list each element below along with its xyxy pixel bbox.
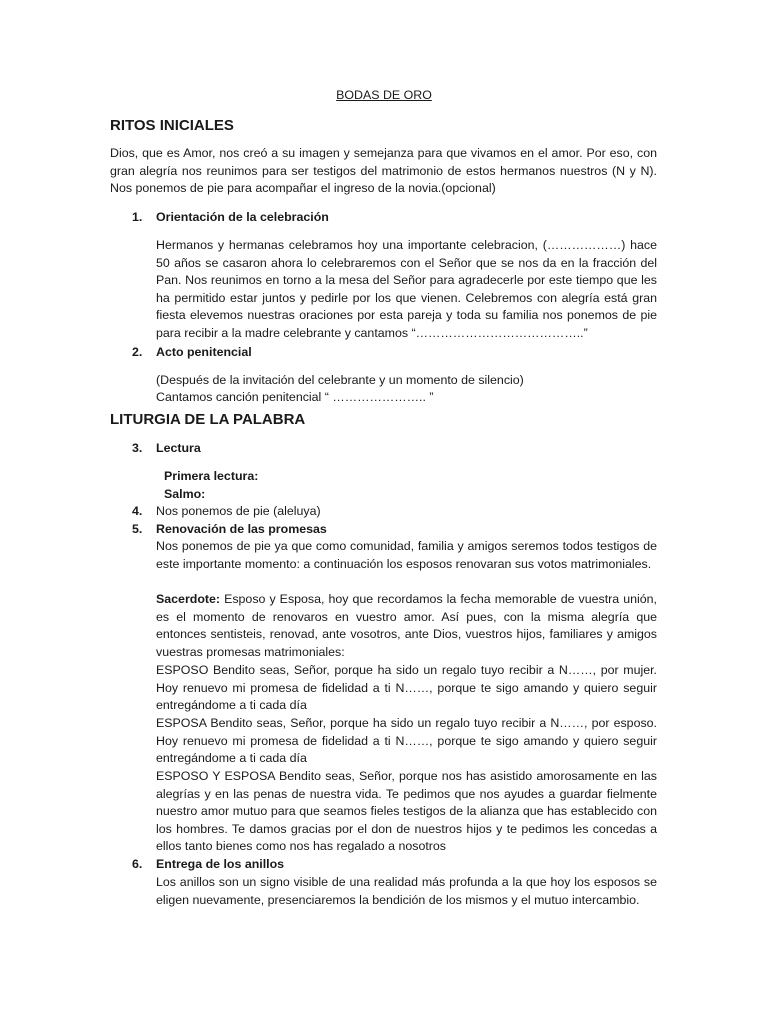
- section-heading-liturgia: LITURGIA DE LA PALABRA: [110, 411, 306, 428]
- renovacion-intro-paragraph: Nos ponemos de pie ya que como comunidad, familia y amigos seremos todos testigos de este importante momento: a continuación los esposos renovaran sus votos matrimoniales.: [156, 539, 657, 571]
- item-number-4: 4.: [132, 504, 143, 518]
- ritos-intro-paragraph: Dios, que es Amor, nos creó a su imagen y semejanza para que vivamos en el amor. Por eso, con gran alegría nos reunimos para ser testigos del matrimonio de estos hermanos nuestros (N y N). Nos ponemos de pie para acompañar el ingreso de la novia.(opcional): [110, 146, 657, 195]
- item-title-orientacion: Orientación de la celebración: [156, 210, 329, 224]
- esposo-vow-paragraph: ESPOSO Bendito seas, Señor, porque ha sido un regalo tuyo recibir a N……, por mujer. Hoy renuevo mi promesa de fidelidad a ti N……, porque te sigo amando y quiero seguir entregándome a ti cada día: [156, 663, 657, 712]
- penitencial-line-1: (Después de la invitación del celebrante y un momento de silencio): [156, 373, 524, 387]
- item-number-1: 1.: [132, 210, 143, 224]
- item-title-renovacion: Renovación de las promesas: [156, 522, 327, 536]
- primera-lectura-label: Primera lectura:: [164, 469, 259, 483]
- aleluya-text: Nos ponemos de pie (aleluya): [156, 504, 321, 518]
- item-number-3: 3.: [132, 441, 143, 455]
- esposo-esposa-paragraph: ESPOSO Y ESPOSA Bendito seas, Señor, porque nos has asistido amorosamente en las alegrías y en las penas de nuestra vida. Te pedimos que nos ayudes a guardar fielmente nuestro amor mutuo para que seamos fieles testigos de la alianza que has establecido con los hombres. Te damos gracias por el don de nuestros hijos y te pedimos les concedas a ellos tanto bienes como nos has regalado a nosotros: [156, 769, 657, 853]
- sacerdote-paragraph: [156, 591, 657, 661]
- item-number-5: 5.: [132, 522, 143, 536]
- item-title-lectura: Lectura: [156, 441, 201, 455]
- item-title-acto-penitencial: Acto penitencial: [156, 345, 252, 359]
- item-number-2: 2.: [132, 345, 143, 359]
- item-number-6: 6.: [132, 857, 143, 871]
- section-heading-ritos: RITOS INICIALES: [110, 117, 234, 134]
- item-title-anillos: Entrega de los anillos: [156, 857, 285, 871]
- salmo-label: Salmo:: [164, 487, 206, 501]
- orientacion-paragraph: Hermanos y hermanas celebramos hoy una importante celebracion, (………………) hace 50 años se casaron ahora lo celebraremos con el Señor que se nos da en la fracción del Pan. Nos reunimos en torno a la mesa del Señor para agradecerle por este tiempo que les ha permitido estar juntos y pedirle por los que vienen. Celebremos con alegría está gran fiesta elevemos nuestras oraciones por esta pareja y toda su familia nos ponemos de pie para recibir a la madre celebrante y cantamos “…………………………………..”: [156, 238, 657, 340]
- esposa-vow-paragraph: ESPOSA Bendito seas, Señor, porque ha sido un regalo tuyo recibir a N……, por esposo. Hoy renuevo mi promesa de fidelidad a ti N……, porque te sigo amando y quiero seguir entregándome a ti cada día: [156, 716, 657, 765]
- sacerdote-text: Esposo y Esposa, hoy que recordamos la fecha memorable de vuestra unión, es el momento de renovaros en vuestro amor. Así pues, con la misma alegría que entonces sentisteis, renovad, ante vosotros, ante Dios, vuestros hijos, familiares y amigos vuestras promesas matrimoniales:: [156, 592, 657, 659]
- anillos-paragraph: Los anillos son un signo visible de una realidad más profunda a la que hoy los esposos se eligen nuevamente, presenciaremos la bendición de los mismos y el mutuo intercambio.: [156, 875, 657, 907]
- sacerdote-label: Sacerdote:: [156, 592, 221, 606]
- penitencial-line-2: Cantamos canción penitencial “ ………………….. ”: [156, 390, 434, 404]
- document-title: BODAS DE ORO: [336, 88, 432, 102]
